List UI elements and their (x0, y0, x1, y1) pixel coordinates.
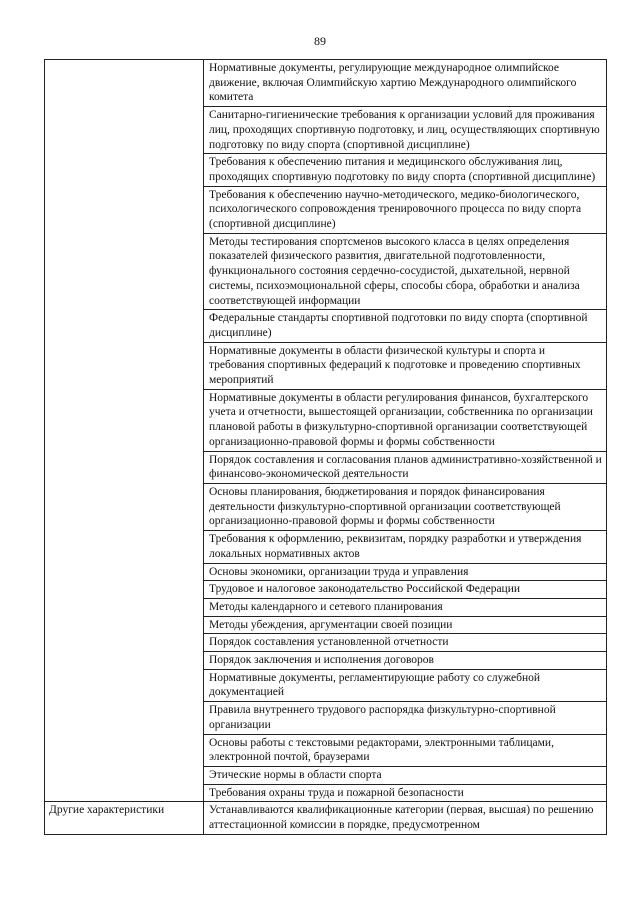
knowledge-item: Требования к обеспечению питания и медицинского обслуживания лиц, проходящих спортивную подготовку по виду спорта (спортивной дисциплине) (204, 154, 607, 186)
knowledge-item: Порядок заключения и исполнения договоров (204, 652, 607, 670)
knowledge-item: Порядок составления и согласования планов административно-хозяйственной и финансово-экономической деятельности (204, 451, 607, 483)
knowledge-item: Нормативные документы, регулирующие международное олимпийское движение, включая Олимпийскую хартию Международного олимпийского комитета (204, 60, 607, 107)
page-number: 89 (314, 34, 326, 48)
table-row (45, 802, 607, 834)
knowledge-item: Правила внутреннего трудового распорядка физкультурно-спортивной организации (204, 702, 607, 734)
knowledge-item: Нормативные документы в области физической культуры и спорта и требования спортивных федераций к подготовке и проведению спортивных мероприятий (204, 342, 607, 389)
other-characteristics-text: Устанавливаются квалификационные категории (первая, высшая) по решению аттестационной комиссии в порядке, предусмотренном (204, 802, 607, 834)
knowledge-item: Требования к обеспечению научно-методического, медико-биологического, психологического сопровождения тренировочного процесса по виду спорта (спортивной дисциплине) (204, 186, 607, 233)
knowledge-item: Основы работы с текстовыми редакторами, электронными таблицами, электронной почтой, браузерами (204, 734, 607, 766)
knowledge-item: Методы тестирования спортсменов высокого класса в целях определения показателей физического развития, двигательной подготовленности, функционального состояния сердечно-сосудистой, дыхательной, нервной системы, психоэмоциональной сферы, способы сбора, обработки и анализа соответствующей информации (204, 233, 607, 310)
knowledge-item: Федеральные стандарты спортивной подготовки по виду спорта (спортивной дисциплине) (204, 310, 607, 342)
knowledge-item: Нормативные документы в области регулирования финансов, бухгалтерского учета и отчетности, вышестоящей организации, собственника по организации плановой работы в физкультурно-спортивной организации соответствующей организационно-правовой формы и формы собственности (204, 389, 607, 451)
requirements-table (44, 59, 607, 835)
knowledge-item: Порядок составления установленной отчетности (204, 634, 607, 652)
knowledge-item: Методы календарного и сетевого планирования (204, 598, 607, 616)
knowledge-item: Требования охраны труда и пожарной безопасности (204, 784, 607, 802)
knowledge-item: Трудовое и налоговое законодательство Российской Федерации (204, 581, 607, 599)
knowledge-item: Основы экономики, организации труда и управления (204, 563, 607, 581)
other-characteristics-label: Другие характеристики (45, 802, 204, 834)
knowledge-item: Санитарно-гигиенические требования к организации условий для проживания лиц, проходящих спортивную подготовку, и лиц, осуществляющих спортивную подготовку по виду спорта (спортивной дисциплине) (204, 107, 607, 154)
knowledge-item: Требования к оформлению, реквизитам, порядку разработки и утверждения локальных нормативных актов (204, 531, 607, 563)
left-column-cell (45, 60, 204, 802)
knowledge-item: Методы убеждения, аргументации своей позиции (204, 616, 607, 634)
knowledge-item: Нормативные документы, регламентирующие работу со служебной документацией (204, 669, 607, 701)
knowledge-item: Основы планирования, бюджетирования и порядок финансирования деятельности физкультурно-спортивной организации соответствующей организационно-правовой формы и формы собственности (204, 483, 607, 530)
table-row (45, 60, 607, 107)
knowledge-item: Этические нормы в области спорта (204, 766, 607, 784)
